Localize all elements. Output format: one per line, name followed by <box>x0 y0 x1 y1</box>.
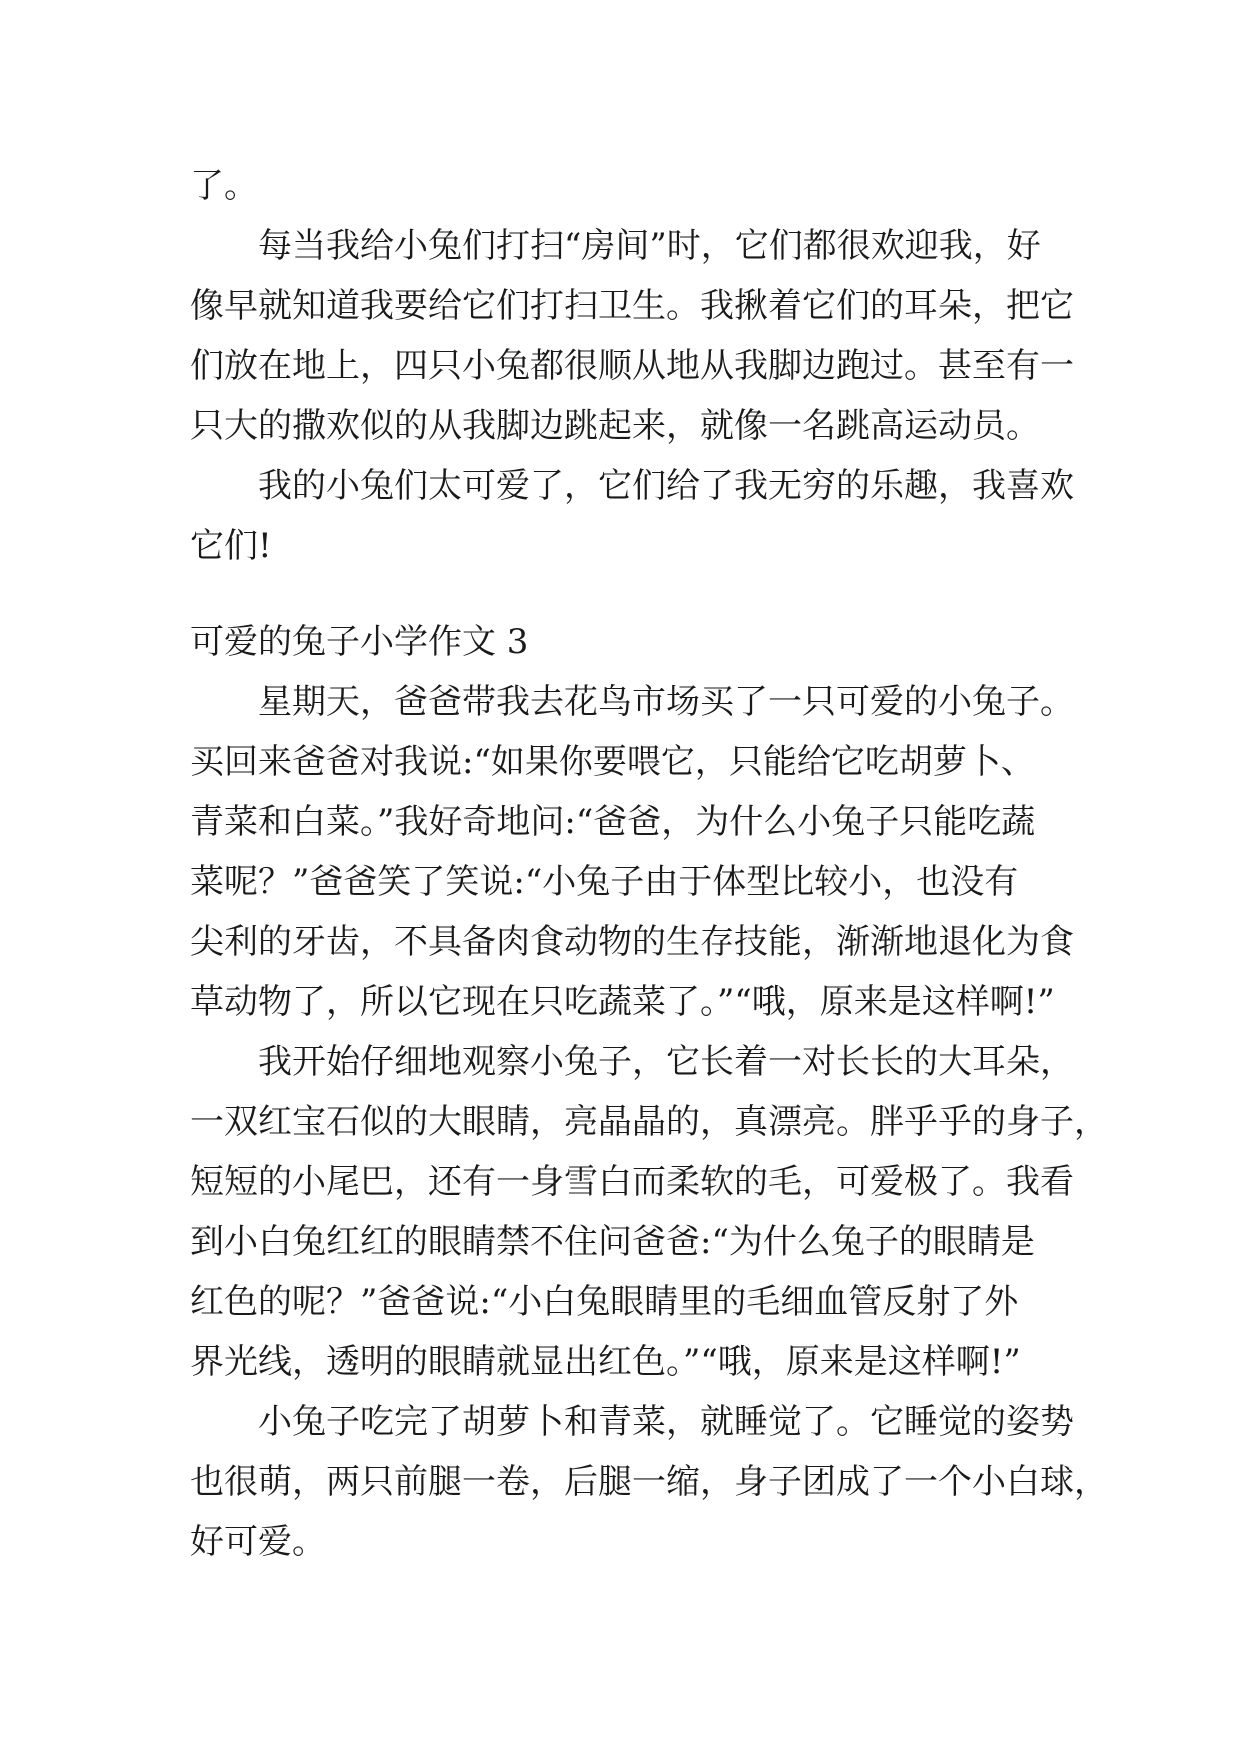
paragraph-line: 小兔子吃完了胡萝卜和青菜，就睡觉了。它睡觉的姿势 <box>258 1402 1074 1442</box>
paragraph-line: 们放在地上，四只小兔都很顺从地从我脚边跑过。甚至有一 <box>190 346 1074 386</box>
paragraph-line: 像早就知道我要给它们打扫卫生。我揪着它们的耳朵，把它 <box>190 286 1074 326</box>
paragraph-line: 买回来爸爸对我说:“如果你要喂它，只能给它吃胡萝卜、 <box>190 742 1035 782</box>
paragraph-line: 菜呢？”爸爸笑了笑说:“小兔子由于体型比较小，也没有 <box>190 862 1019 902</box>
paragraph-line: 一双红宝石似的大眼睛，亮晶晶的，真漂亮。胖乎乎的身子， <box>190 1102 1108 1142</box>
paragraph-line: 短短的小尾巴，还有一身雪白而柔软的毛，可爱极了。我看 <box>190 1162 1074 1202</box>
paragraph-line: 好可爱。 <box>190 1522 326 1562</box>
paragraph-line: 我开始仔细地观察小兔子，它长着一对长长的大耳朵， <box>258 1042 1074 1082</box>
paragraph-line: 草动物了，所以它现在只吃蔬菜了。”“哦，原来是这样啊!” <box>190 982 1055 1022</box>
paragraph-line: 界光线，透明的眼睛就显出红色。”“哦，原来是这样啊!” <box>190 1342 1021 1382</box>
essay-part-2 <box>190 672 1108 1572</box>
essay-part-1 <box>190 156 1074 576</box>
paragraph-line: 红色的呢？”爸爸说:“小白兔眼睛里的毛细血管反射了外 <box>190 1282 1019 1322</box>
paragraph-line: 我的小兔们太可爱了，它们给了我无穷的乐趣，我喜欢 <box>258 466 1074 506</box>
paragraph-line: 也很萌，两只前腿一卷，后腿一缩，身子团成了一个小白球， <box>190 1462 1108 1502</box>
paragraph-line: 尖利的牙齿，不具备肉食动物的生存技能，渐渐地退化为食 <box>190 922 1074 962</box>
paragraph-line: 星期天，爸爸带我去花鸟市场买了一只可爱的小兔子。 <box>258 682 1074 722</box>
paragraph-line: 了。 <box>190 166 258 206</box>
paragraph-line: 它们! <box>190 526 272 566</box>
paragraph-line: 只大的撒欢似的从我脚边跳起来，就像一名跳高运动员。 <box>190 406 1040 446</box>
paragraph-line: 到小白兔红红的眼睛禁不住问爸爸:“为什么兔子的眼睛是 <box>190 1222 1035 1262</box>
section-title: 可爱的兔子小学作文 3 <box>190 622 529 662</box>
paragraph-line: 青菜和白菜。”我好奇地问:“爸爸，为什么小兔子只能吃蔬 <box>190 802 1036 842</box>
paragraph-line: 每当我给小兔们打扫“房间”时，它们都很欢迎我，好 <box>258 226 1041 266</box>
